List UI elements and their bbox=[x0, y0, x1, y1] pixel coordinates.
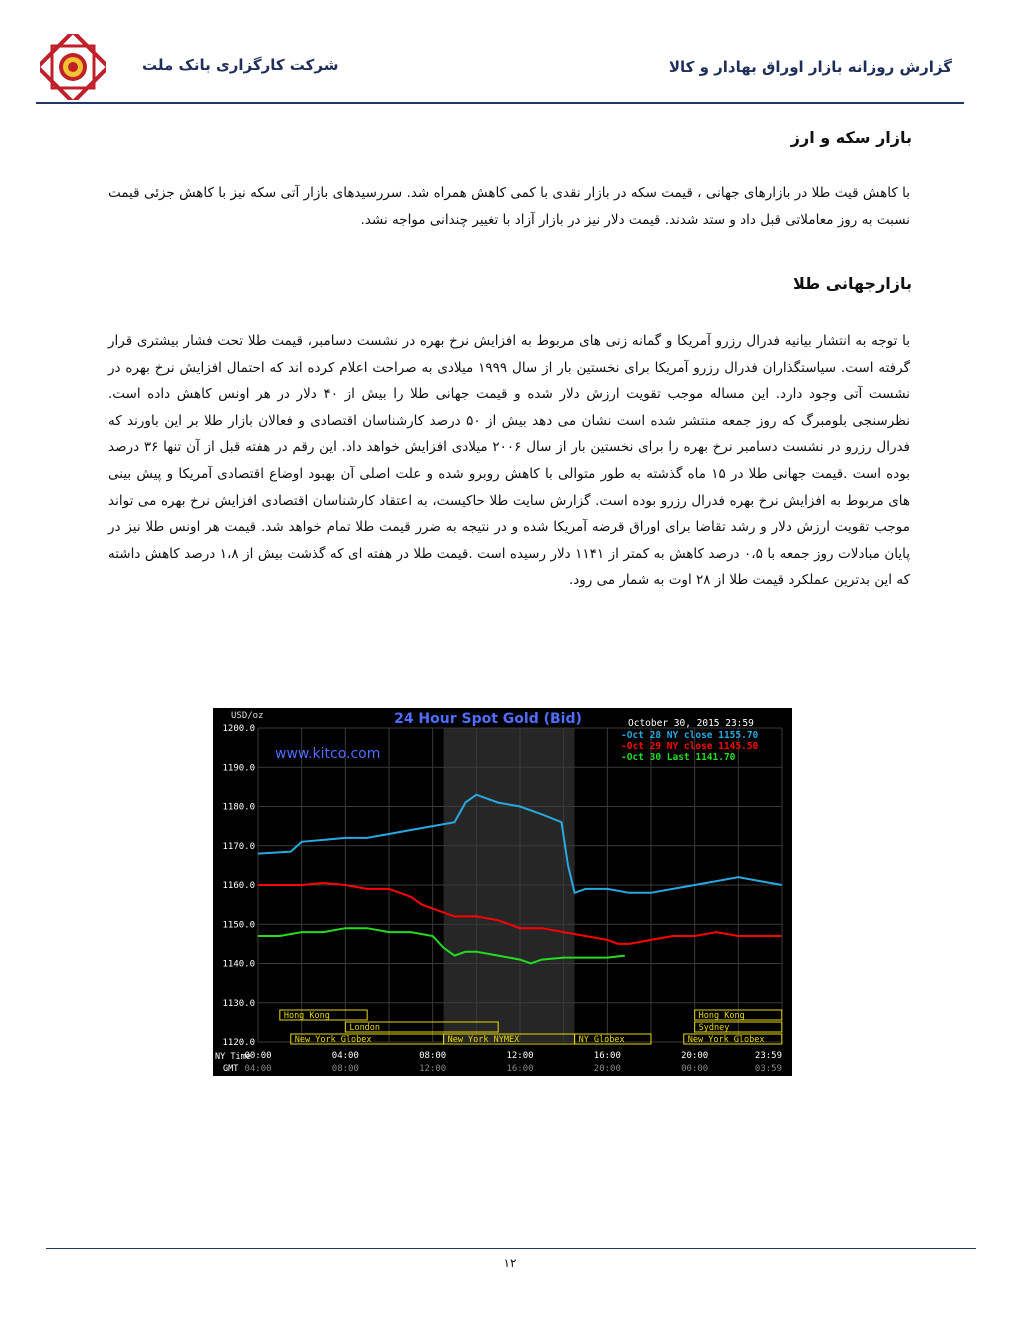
legend-entry: -Oct 28 NY close 1155.70 bbox=[621, 730, 759, 741]
x-tick-label-gmt: 08:00 bbox=[331, 1064, 359, 1074]
chart-watermark: www.kitco.com bbox=[275, 746, 381, 762]
y-tick-label: 1160.0 bbox=[222, 881, 255, 891]
x-axis-ny-label: NY Time bbox=[215, 1052, 251, 1062]
x-tick-label-gmt: 04:00 bbox=[244, 1064, 272, 1074]
section-heading-coin-fx: بازار سکه و ارز bbox=[790, 128, 912, 147]
gold-price-chart bbox=[213, 708, 792, 1076]
session-label: New York Globex bbox=[294, 1035, 372, 1045]
session-label: New York Globex bbox=[687, 1035, 765, 1045]
report-title: گزارش روزانه بازار اوراق بهادار و کالا bbox=[668, 58, 952, 76]
x-tick-label-gmt: 20:00 bbox=[593, 1064, 621, 1074]
y-tick-label: 1180.0 bbox=[222, 802, 255, 813]
bank-mellat-logo-icon bbox=[40, 34, 106, 100]
y-tick-label: 1150.0 bbox=[222, 920, 255, 931]
session-label: Sydney bbox=[698, 1023, 730, 1033]
x-tick-label-ny: 08:00 bbox=[419, 1051, 447, 1061]
footer-divider bbox=[46, 1248, 976, 1249]
y-tick-label: 1200.0 bbox=[222, 724, 255, 734]
x-tick-label-ny: 04:00 bbox=[331, 1051, 359, 1061]
x-tick-label-ny: 00:00 bbox=[244, 1051, 272, 1061]
session-label: NY Globex bbox=[578, 1035, 625, 1045]
header-divider bbox=[36, 102, 964, 104]
x-tick-label-ny: 20:00 bbox=[681, 1051, 709, 1061]
y-axis-unit: USD/oz bbox=[231, 711, 264, 721]
session-label: New York NYMEX bbox=[447, 1035, 520, 1045]
x-axis-gmt-label: GMT bbox=[223, 1064, 239, 1074]
legend-entry: -Oct 29 NY close 1145.50 bbox=[621, 741, 759, 752]
company-name: شرکت کارگزاری بانک ملت bbox=[142, 56, 339, 74]
x-tick-label-ny: 23:59 bbox=[754, 1051, 782, 1061]
y-tick-label: 1130.0 bbox=[222, 998, 255, 1009]
x-tick-label-gmt: 16:00 bbox=[506, 1064, 534, 1074]
chart-title: 24 Hour Spot Gold (Bid) bbox=[394, 711, 582, 727]
section-body-coin-fx: با کاهش قیت طلا در بازارهای جهانی ، قیمت سکه در بازار نقدی با کمی کاهش همراه شد. سررسیدهای بازار آتی سکه نیز با کاهش جزئی قیمت نسبت به روز معاملاتی قبل داد و ستد شدند. قیمت دلار نیز در بازار آزاد با تغییر چندانی مواجه نشد. bbox=[108, 185, 910, 228]
x-tick-label-gmt: 00:00 bbox=[681, 1064, 709, 1074]
y-tick-label: 1140.0 bbox=[222, 959, 255, 970]
x-tick-label-gmt: 03:59 bbox=[754, 1064, 782, 1074]
page-number: ۱۲ bbox=[503, 1256, 517, 1270]
legend-entry: -Oct 30 Last 1141.70 bbox=[621, 752, 736, 763]
y-tick-label: 1170.0 bbox=[222, 841, 255, 852]
session-label: Hong Kong bbox=[283, 1011, 330, 1021]
session-label: London bbox=[349, 1023, 381, 1033]
y-tick-label: 1120.0 bbox=[222, 1038, 255, 1048]
x-tick-label-ny: 12:00 bbox=[506, 1051, 534, 1061]
section-body-global-gold: با توجه به انتشار بیانیه فدرال رزرو آمریکا و گمانه زنی های مربوط به افزایش نرخ بهره در نشست دسامبر، قیمت طلا تحت فشار بیشتری قرار گرفته است. سیاستگذاران فدرال رزرو آمریکا برای نخستین بار از سال ۱۹۹۹ میلادی به صراحت اعلام کرده اند که احتمال افزایش نرخ بهره در نشست آتی وجود دارد. این مساله موجب تقویت ارزش دلار شده و قیمت جهانی طلا را بیش از ۴۰ دلار در هر اونس کاهش داده است. نظرسنجی بلومبرگ که روز جمعه منتشر شده است نشان می دهد بیش از ۵۰ درصد کارشناسان اقتصادی و فعالان بازار طلا بر این باورند که فدرال رزرو در نشست دسامبر نرخ بهره را برای نخستین بار از سال ۲۰۰۶ میلادی افزایش خواهد داد. این رقم در هفته قبل از آن تنها ۳۶ درصد بوده است .قیمت جهانی طلا در ۱۵ ماه گذشته به طور متوالی با کاهش روبرو شده و علت اصلی آن بهبود اوضاع اقتصادی آمریکا و پیش بینی های مربوط به افزایش نرخ بهره فدرال رزرو بوده است. گزارش سایت طلا حاکیست، به اعتقاد کارشناسان اقتصادی افزایش نرخ بهره می تواند موجب تقویت ارزش دلار و رشد تقاضا برای اوراق قرضه آمریکا شده و در نتیجه به ضرر قیمت طلا تمام خواهد شد. قیمت هر اونس طلا نیز در پایان مبادلات روز جمعه با ۰،۵ درصد کاهش به کمتر از ۱۱۴۱ دلار رسیده است .قیمت طلا در هفته ای که گذشت بیش از ۱،۸ درصد کاهش داشته که این بدترین عملکرد قیمت طلا از ۲۸ اوت به شمار می رود. bbox=[108, 333, 911, 589]
x-tick-label-ny: 16:00 bbox=[593, 1051, 621, 1061]
x-tick-label-gmt: 12:00 bbox=[419, 1064, 447, 1074]
session-label: Hong Kong bbox=[698, 1011, 745, 1021]
section-heading-global-gold: بازارجهانی طلا bbox=[792, 274, 912, 293]
chart-timestamp: October 30, 2015 23:59 bbox=[628, 718, 754, 729]
y-tick-label: 1190.0 bbox=[222, 763, 255, 774]
